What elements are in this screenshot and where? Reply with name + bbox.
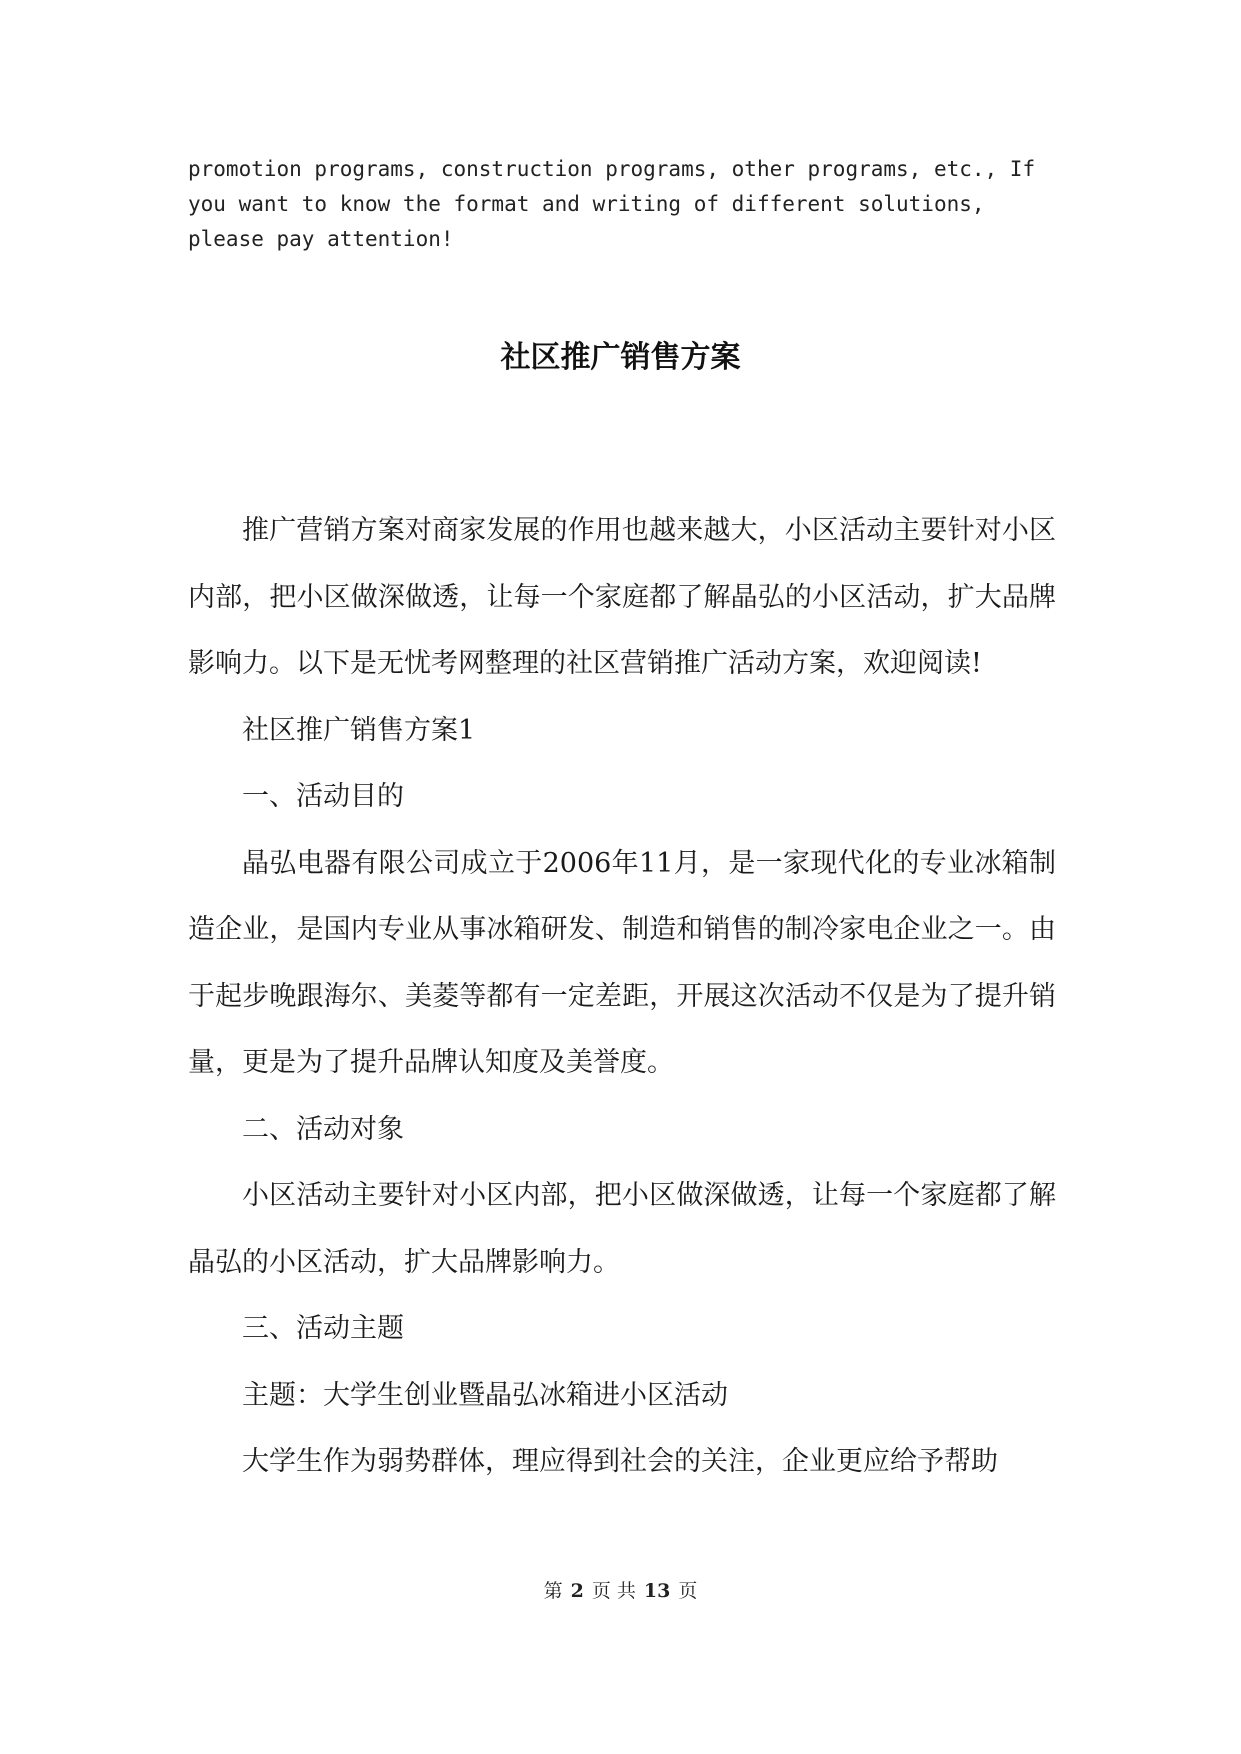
paragraph-students: 大学生作为弱势群体，理应得到社会的关注，企业更应给予帮助 bbox=[242, 1446, 998, 1477]
document-body bbox=[188, 498, 1056, 1496]
section-heading-theme: 三、活动主题 bbox=[242, 1313, 404, 1344]
section-heading-purpose: 一、活动目的 bbox=[242, 781, 404, 812]
paragraph-intro: 推广营销方案对商家发展的作用也越来越大，小区活动主要针对小区内部，把小区做深做透，让每一个家庭都了解晶弘的小区活动，扩大品牌影响力。以下是无忧考网整理的社区营销推广活动方案，欢迎阅读! bbox=[188, 515, 1056, 679]
paragraph-theme: 主题：大学生创业暨晶弘冰箱进小区活动 bbox=[242, 1379, 728, 1411]
footer-prefix: 第 bbox=[543, 1580, 563, 1602]
section-heading-audience: 二、活动对象 bbox=[242, 1113, 404, 1145]
footer-suffix: 页 bbox=[678, 1580, 698, 1602]
page-footer bbox=[0, 1576, 1241, 1603]
total-page-number: 13 bbox=[643, 1580, 671, 1602]
section-heading-plan-1: 社区推广销售方案1 bbox=[242, 714, 476, 746]
intro-text: promotion programs, construction programs, other programs, etc., If you want to know the format and writing of different solutions, please pay attention! bbox=[188, 157, 1036, 251]
paragraph-purpose: 晶弘电器有限公司成立于2006年11月，是一家现代化的专业冰箱制造企业，是国内专业从事冰箱研发、制造和销售的制冷家电企业之一。由于起步晚跟海尔、美菱等都有一定差距，开展这次活动不仅是为了提升销量，更是为了提升品牌认知度及美誉度。 bbox=[188, 847, 1056, 1078]
footer-middle: 页 共 bbox=[591, 1580, 636, 1602]
paragraph-audience: 小区活动主要针对小区内部，把小区做深做透，让每一个家庭都了解晶弘的小区活动，扩大品牌影响力。 bbox=[188, 1180, 1056, 1278]
document-title: 社区推广销售方案 bbox=[500, 340, 741, 375]
current-page-number: 2 bbox=[570, 1580, 584, 1602]
